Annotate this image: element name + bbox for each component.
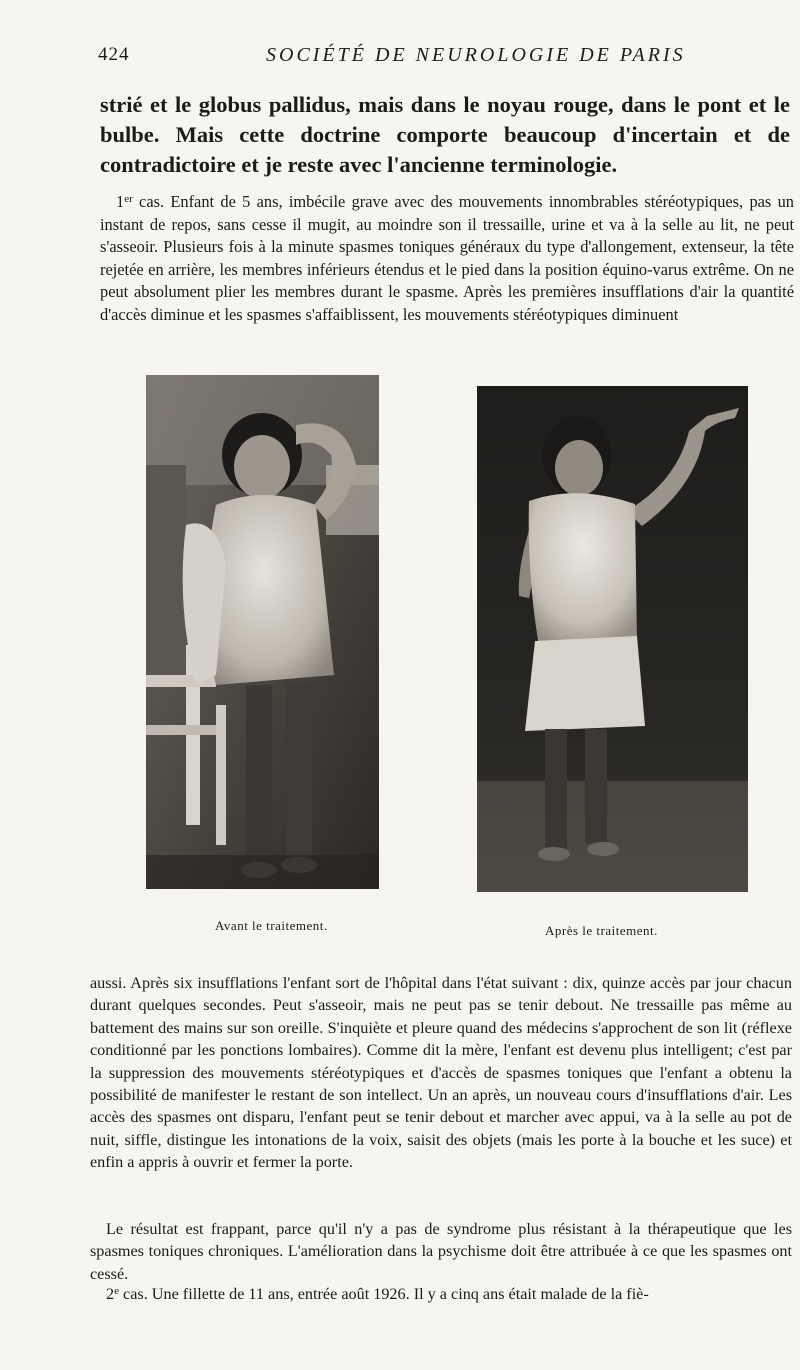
case-2-ordinal: 2: [106, 1285, 115, 1303]
caption-before: Avant le traitement.: [215, 918, 328, 933]
lead-paragraph: strié et le globus pallidus, mais dans le noyau rouge, dans le pont et le bulbe. Mais cette doctrine comporte beaucoup d'incertain et de contradictoire et je reste avec l'ancienne terminologie.: [100, 92, 790, 177]
case-1-ordinal: 1: [116, 192, 125, 211]
case-1-paragraph: [100, 188, 794, 327]
result-paragraph: Le résultat est frappant, parce qu'il n'y a pas de syndrome plus résistant à la thérapeutique que les spasmes toniques chroniques. L'amélioration dans la psychisme doit être attribuée à ce que les spasmes ont cessé.: [90, 1220, 792, 1283]
case-1-ordinal-suffix: er: [124, 193, 133, 205]
photo-before-treatment: [146, 375, 379, 889]
caption-after: Après le traitement.: [545, 923, 658, 938]
continuation-paragraph: aussi. Après six insufflations l'enfant sort de l'hôpital dans l'état suivant : dix, quinze accès par jour chacun durant quelques secondes. Peut s'asseoir, mais ne peut pas se tenir debout. Ne tressaille pas même au battement des mains sur son oreille. S'inquiète et pleure quand des médecins s'approchent de son lit (réflexe conditionné par les ponctions lombaires). Comme dit la mère, l'enfant est devenu plus intelligent; c'est par la suppression des mouvements stéréotypiques et d'accès de spasmes toniques que l'enfant a obtenu la possibilité de manifester le restant de son intellect. Un an après, un nouveau cours d'insufflations d'air. Les accès des spasmes ont disparu, l'enfant peut se tenir debout et marcher avec appui, va à la selle au pot de nuit, siffle, distingue les intonations de la voix, saisit des objets (mais les porte à la bouche et les suce) et enfin a appris à ouvrir et fermer la porte.: [90, 974, 792, 1172]
page-number: 424: [98, 44, 130, 65]
case-2-paragraph: [90, 1280, 792, 1305]
case-2-text: cas. Une fillette de 11 ans, entrée août 1926. Il y a cinq ans était malade de la fiè-: [118, 1285, 649, 1303]
photo-after-treatment: [477, 386, 748, 892]
case-1-text: cas. Enfant de 5 ans, imbécile grave avec des mouvements innombrables stéréotypiques, pas un instant de repos, sans cesse il mugit, au moindre son il tressaille, urine et va à la selle au lit, ne peut s'asseoir. Plusieurs fois à la minute spasmes toniques généraux du type d'allongement, extenseur, la tête rejetée en arrière, les membres inférieurs étendus et le pied dans la position équino-varus extrême. On ne peut absolument plier les membres durant le spasme. Après les premières insufflations d'air la quantité d'accès diminue et les spasmes s'affaiblissent, les mouvements stéréotypiques diminuent: [100, 192, 794, 324]
case-2-ordinal-suffix: e: [114, 1285, 119, 1297]
running-head: [98, 44, 756, 74]
journal-title: SOCIÉTÉ DE NEUROLOGIE DE PARIS: [266, 44, 686, 66]
